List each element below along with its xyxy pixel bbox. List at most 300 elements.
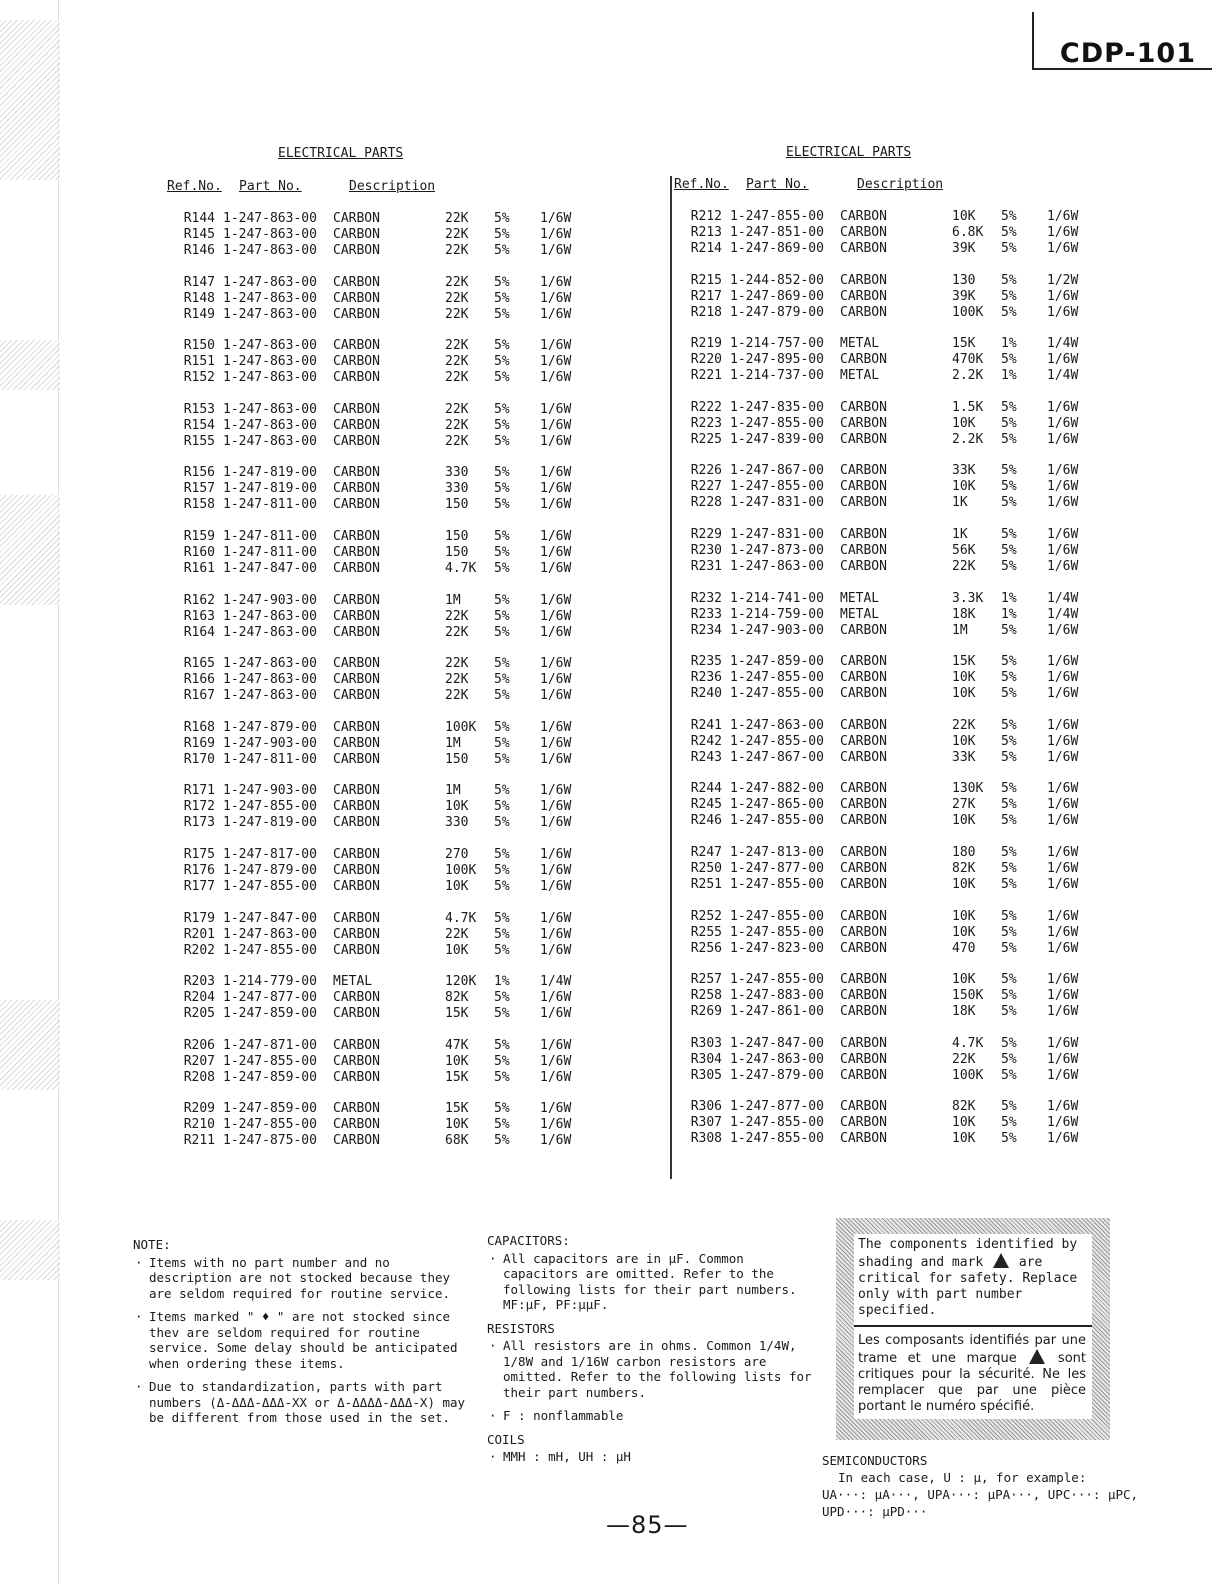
cell-part: 1-214-737-00 <box>730 368 824 384</box>
cell-tol: 5% <box>494 910 510 926</box>
cell-desc: CARBON <box>333 433 380 449</box>
table-row <box>674 718 1094 734</box>
cell-watt: 1/6W <box>1047 1115 1079 1131</box>
cell-desc: CARBON <box>840 781 887 797</box>
cell-watt: 1/6W <box>1047 670 1079 686</box>
cell-watt: 1/6W <box>540 688 572 704</box>
cell-part: 1-247-863-00 <box>223 608 317 624</box>
cell-watt: 1/6W <box>1047 543 1079 558</box>
cell-tol: 5% <box>494 497 510 513</box>
right-header-part: Part No. <box>746 177 809 192</box>
cell-part: 1-247-863-00 <box>223 370 317 386</box>
cell-ref: R241 <box>690 717 722 733</box>
cell-tol: 5% <box>1001 304 1017 320</box>
cell-desc: CARBON <box>333 910 380 926</box>
cell-tol: 5% <box>494 990 510 1006</box>
cell-val: 330 <box>445 815 469 831</box>
scan-speckle <box>0 495 60 605</box>
cell-watt: 1/4W <box>540 974 572 990</box>
cell-tol: 5% <box>494 624 510 640</box>
cell-ref: R303 <box>690 1035 722 1051</box>
cell-ref: R250 <box>690 861 722 876</box>
cell-watt: 1/6W <box>1047 972 1079 988</box>
coils-text: · MMH : mH, UH : μH <box>487 1449 817 1465</box>
table-row <box>167 656 587 672</box>
cell-desc: CARBON <box>333 274 380 290</box>
scan-speckle <box>0 20 60 180</box>
cell-part: 1-247-855-00 <box>730 733 824 749</box>
cell-val: 150 <box>445 545 469 560</box>
cell-part: 1-214-741-00 <box>730 590 824 606</box>
warning-triangle-icon <box>1029 1349 1045 1364</box>
cell-watt: 1/6W <box>540 863 572 878</box>
cell-watt: 1/6W <box>1047 781 1079 797</box>
table-row <box>674 861 1094 877</box>
table-row <box>167 1117 587 1133</box>
table-row <box>167 752 587 768</box>
cell-val: 150K <box>952 988 984 1004</box>
cell-watt: 1/6W <box>1047 749 1079 765</box>
cell-ref: R162 <box>183 592 215 608</box>
cell-val: 27K <box>952 797 976 813</box>
cell-part: 1-247-863-00 <box>730 559 824 574</box>
cell-ref: R234 <box>690 622 722 638</box>
cell-tol: 5% <box>494 211 510 226</box>
table-row <box>674 289 1094 305</box>
safety-english <box>854 1234 1092 1327</box>
cell-ref: R157 <box>183 481 215 497</box>
cell-part: 1-247-863-00 <box>223 624 317 640</box>
cell-tol: 1% <box>1001 590 1017 606</box>
cell-desc: CARBON <box>840 225 887 240</box>
cell-tol: 5% <box>494 481 510 497</box>
cell-val: 22K <box>445 211 469 226</box>
table-row <box>674 845 1094 861</box>
cell-watt: 1/6W <box>540 942 572 958</box>
table-row <box>674 797 1094 813</box>
cell-desc: CARBON <box>333 783 380 799</box>
table-row <box>167 879 587 895</box>
cell-part: 1-247-831-00 <box>730 495 824 511</box>
cell-tol: 5% <box>1001 479 1017 495</box>
cell-part: 1-247-863-00 <box>223 243 317 258</box>
cell-ref: R256 <box>690 940 722 956</box>
scan-speckle <box>0 1220 60 1280</box>
cell-watt: 1/6W <box>1047 733 1079 749</box>
left-header-part: Part No. <box>239 179 302 194</box>
cell-watt: 1/6W <box>1047 559 1079 574</box>
cell-watt: 1/6W <box>1047 877 1079 892</box>
table-row <box>674 686 1094 702</box>
cell-val: 330 <box>445 465 469 481</box>
cell-tol: 5% <box>494 465 510 481</box>
cell-desc: CARBON <box>840 463 887 479</box>
table-row <box>167 783 587 799</box>
cell-val: 1K <box>952 495 968 511</box>
cell-tol: 5% <box>494 401 510 417</box>
cell-val: 22K <box>445 926 469 942</box>
scan-speckle <box>0 340 60 390</box>
table-row <box>674 877 1094 893</box>
cell-part: 1-247-863-00 <box>223 656 317 672</box>
cell-ref: R145 <box>183 227 215 242</box>
cell-tol: 5% <box>1001 654 1017 670</box>
cell-desc: CARBON <box>840 622 887 638</box>
cell-part: 1-247-903-00 <box>223 783 317 799</box>
cell-desc: CARBON <box>840 543 887 558</box>
cell-ref: R305 <box>690 1067 722 1083</box>
safety-notice-box <box>836 1218 1110 1440</box>
cell-ref: R211 <box>183 1133 215 1149</box>
cell-watt: 1/6W <box>1047 940 1079 956</box>
cell-tol: 5% <box>1001 1051 1017 1067</box>
cell-ref: R151 <box>183 354 215 370</box>
resistors-flag: · F : nonflammable <box>487 1408 817 1424</box>
cell-desc: CARBON <box>840 479 887 495</box>
cell-ref: R171 <box>183 783 215 799</box>
cell-desc: CARBON <box>333 529 380 544</box>
cell-val: 4.7K <box>445 910 477 926</box>
cell-part: 1-247-863-00 <box>730 717 824 733</box>
cell-watt: 1/6W <box>1047 797 1079 813</box>
cell-part: 1-247-855-00 <box>223 799 317 815</box>
table-row <box>167 370 587 386</box>
cell-ref: R230 <box>690 543 722 558</box>
cell-val: 6.8K <box>952 225 984 240</box>
cell-val: 150 <box>445 529 469 544</box>
note-title: NOTE: <box>133 1237 171 1252</box>
cell-val: 22K <box>445 608 469 624</box>
cell-ref: R158 <box>183 497 215 513</box>
cell-desc: CARBON <box>333 1006 380 1022</box>
cell-val: 39K <box>952 288 976 304</box>
cell-desc: CARBON <box>333 401 380 417</box>
cell-part: 1-247-811-00 <box>223 529 317 544</box>
cell-desc: CARBON <box>840 1131 887 1147</box>
cell-tol: 5% <box>1001 1067 1017 1083</box>
cell-val: 15K <box>952 654 976 670</box>
cell-val: 270 <box>445 847 469 862</box>
cell-val: 22K <box>952 717 976 733</box>
cell-tol: 5% <box>494 688 510 704</box>
cell-part: 1-247-855-00 <box>730 924 824 940</box>
cell-val: 22K <box>445 290 469 306</box>
cell-desc: CARBON <box>333 1133 380 1149</box>
cell-val: 1M <box>445 735 461 751</box>
cell-val: 10K <box>952 877 976 892</box>
cell-watt: 1/6W <box>540 545 572 560</box>
cell-val: 10K <box>445 879 469 894</box>
cell-watt: 1/6W <box>540 370 572 386</box>
cell-tol: 5% <box>494 243 510 258</box>
table-row <box>674 1068 1094 1084</box>
cell-watt: 1/6W <box>540 926 572 942</box>
part-group <box>674 336 1094 384</box>
cell-part: 1-247-869-00 <box>730 288 824 304</box>
cell-val: 10K <box>952 670 976 686</box>
cell-part: 1-247-863-00 <box>223 211 317 226</box>
table-row <box>167 211 587 227</box>
cell-desc: CARBON <box>333 1117 380 1133</box>
table-row <box>674 909 1094 925</box>
table-row <box>674 527 1094 543</box>
part-group <box>674 463 1094 511</box>
cell-val: 15K <box>952 336 976 352</box>
cell-val: 120K <box>445 974 477 990</box>
coils-title: COILS <box>487 1431 525 1447</box>
cell-part: 1-247-855-00 <box>730 972 824 988</box>
table-row <box>167 1070 587 1086</box>
cell-ref: R245 <box>690 797 722 813</box>
cell-watt: 1/6W <box>540 497 572 513</box>
cell-watt: 1/6W <box>1047 495 1079 511</box>
cell-ref: R242 <box>690 733 722 749</box>
cell-desc: CARBON <box>840 813 887 829</box>
cell-part: 1-247-855-00 <box>730 686 824 702</box>
cell-part: 1-247-877-00 <box>223 990 317 1006</box>
cell-part: 1-247-903-00 <box>730 622 824 638</box>
cell-tol: 5% <box>1001 527 1017 542</box>
cell-part: 1-247-873-00 <box>730 543 824 558</box>
cell-ref: R244 <box>690 781 722 797</box>
cell-desc: CARBON <box>333 847 380 862</box>
cell-tol: 5% <box>1001 241 1017 256</box>
cell-val: 1M <box>952 622 968 638</box>
part-group <box>674 1099 1094 1147</box>
part-group <box>167 211 587 259</box>
cell-tol: 5% <box>1001 399 1017 415</box>
cell-watt: 1/6W <box>1047 479 1079 495</box>
cell-tol: 5% <box>1001 781 1017 797</box>
cell-watt: 1/6W <box>1047 241 1079 256</box>
cell-part: 1-247-851-00 <box>730 225 824 240</box>
cell-part: 1-247-855-00 <box>730 415 824 431</box>
cell-val: 470 <box>952 940 976 956</box>
cell-watt: 1/6W <box>540 1133 572 1149</box>
cell-tol: 5% <box>1001 1035 1017 1051</box>
cell-ref: R221 <box>690 368 722 384</box>
cell-ref: R153 <box>183 401 215 417</box>
table-row <box>674 400 1094 416</box>
cell-val: 82K <box>445 990 469 1006</box>
cell-tol: 5% <box>1001 797 1017 813</box>
cell-val: 4.7K <box>445 561 477 576</box>
cell-val: 330 <box>445 481 469 497</box>
cell-part: 1-247-847-00 <box>223 561 317 576</box>
cell-ref: R160 <box>183 545 215 560</box>
cell-ref: R240 <box>690 686 722 702</box>
cell-val: 150 <box>445 751 469 767</box>
cell-tol: 5% <box>494 354 510 370</box>
cell-watt: 1/6W <box>1047 1099 1079 1115</box>
cell-tol: 5% <box>1001 1131 1017 1147</box>
cell-val: 2.2K <box>952 368 984 384</box>
table-row <box>674 623 1094 639</box>
cell-part: 1-247-863-00 <box>223 401 317 417</box>
safety-notice-text <box>854 1234 1092 1419</box>
cell-desc: CARBON <box>840 972 887 988</box>
table-row <box>167 625 587 641</box>
cell-desc: CARBON <box>333 592 380 608</box>
semiconductors-line3: UPD···: μPD··· <box>822 1504 928 1519</box>
table-row <box>167 1006 587 1022</box>
cell-part: 1-247-819-00 <box>223 465 317 481</box>
table-row <box>167 593 587 609</box>
table-row <box>167 736 587 752</box>
table-row <box>674 432 1094 448</box>
cell-watt: 1/6W <box>540 1117 572 1133</box>
cell-part: 1-247-823-00 <box>730 940 824 956</box>
cell-ref: R225 <box>690 431 722 447</box>
cell-tol: 5% <box>494 815 510 831</box>
cell-desc: CARBON <box>333 624 380 640</box>
cell-watt: 1/6W <box>540 910 572 926</box>
cell-val: 22K <box>445 306 469 322</box>
cell-watt: 1/6W <box>540 354 572 370</box>
cell-part: 1-247-813-00 <box>730 845 824 860</box>
resistors-text: · All resistors are in ohms. Common 1/4W, 1/8W and 1/16W carbon resistors are omitted. Refer to the following lists for their part numbers. <box>487 1338 817 1400</box>
cell-watt: 1/6W <box>1047 1035 1079 1051</box>
table-row <box>674 1052 1094 1068</box>
cell-tol: 5% <box>494 783 510 799</box>
part-group <box>674 781 1094 829</box>
cell-part: 1-247-855-00 <box>730 479 824 495</box>
cell-ref: R243 <box>690 749 722 765</box>
cell-tol: 5% <box>1001 940 1017 956</box>
scan-speckle <box>0 1000 60 1090</box>
cell-watt: 1/6W <box>540 401 572 417</box>
cell-part: 1-247-863-00 <box>223 688 317 704</box>
cell-tol: 5% <box>1001 861 1017 876</box>
table-row <box>167 291 587 307</box>
cell-tol: 5% <box>494 926 510 942</box>
cell-watt: 1/6W <box>1047 1067 1079 1083</box>
table-row <box>167 720 587 736</box>
table-row <box>167 227 587 243</box>
cell-part: 1-247-863-00 <box>223 672 317 688</box>
cell-ref: R202 <box>183 942 215 958</box>
left-section-title: ELECTRICAL PARTS <box>278 146 404 161</box>
cell-watt: 1/6W <box>540 735 572 751</box>
cell-ref: R163 <box>183 608 215 624</box>
cell-tol: 5% <box>1001 463 1017 479</box>
cell-watt: 1/6W <box>1047 861 1079 876</box>
cell-part: 1-247-847-00 <box>730 1035 824 1051</box>
cell-part: 1-247-861-00 <box>730 1004 824 1020</box>
cell-watt: 1/6W <box>540 815 572 831</box>
cell-desc: CARBON <box>333 942 380 958</box>
cell-tol: 5% <box>1001 845 1017 860</box>
cell-desc: CARBON <box>840 749 887 765</box>
cell-tol: 5% <box>494 656 510 672</box>
semiconductors-line2: UA···: μA···, UPA···: μPA···, UPC···: μPC, <box>822 1487 1139 1502</box>
cell-val: 56K <box>952 543 976 558</box>
note-item: · Items marked " ♦ " are not stocked since thev are seldom required for routine service. Some delay should be anticipated when ordering these items. <box>133 1309 473 1371</box>
part-group <box>167 911 587 959</box>
cell-desc: CARBON <box>333 863 380 878</box>
cell-part: 1-247-863-00 <box>223 290 317 306</box>
cell-val: 4.7K <box>952 1035 984 1051</box>
cell-watt: 1/6W <box>540 783 572 799</box>
cell-part: 1-247-855-00 <box>730 670 824 686</box>
table-row <box>674 209 1094 225</box>
cell-tol: 5% <box>494 561 510 576</box>
table-row <box>674 670 1094 686</box>
cell-watt: 1/6W <box>1047 225 1079 240</box>
right-section-title: ELECTRICAL PARTS <box>786 145 912 160</box>
cell-ref: R177 <box>183 879 215 894</box>
cell-tol: 1% <box>494 974 510 990</box>
cell-ref: R232 <box>690 590 722 606</box>
cell-val: 1M <box>445 592 461 608</box>
cell-tol: 5% <box>1001 352 1017 368</box>
cell-desc: CARBON <box>840 495 887 511</box>
cell-watt: 1/6W <box>1047 304 1079 320</box>
cell-desc: CARBON <box>333 735 380 751</box>
cell-part: 1-247-867-00 <box>730 749 824 765</box>
cell-part: 1-247-863-00 <box>223 354 317 370</box>
cell-desc: CARBON <box>840 717 887 733</box>
cell-tol: 5% <box>494 719 510 735</box>
table-row <box>167 418 587 434</box>
cell-part: 1-247-875-00 <box>223 1133 317 1149</box>
cell-watt: 1/6W <box>540 799 572 815</box>
table-row <box>167 927 587 943</box>
cell-watt: 1/6W <box>1047 209 1079 224</box>
cell-part: 1-247-877-00 <box>730 1099 824 1115</box>
table-row <box>167 911 587 927</box>
cell-desc: METAL <box>840 336 880 352</box>
part-group <box>167 275 587 323</box>
cell-part: 1-247-839-00 <box>730 431 824 447</box>
cell-ref: R152 <box>183 370 215 386</box>
cell-watt: 1/6W <box>1047 988 1079 1004</box>
table-row <box>167 990 587 1006</box>
cell-part: 1-247-903-00 <box>223 592 317 608</box>
cell-watt: 1/6W <box>1047 717 1079 733</box>
cell-tol: 5% <box>1001 877 1017 892</box>
cell-ref: R203 <box>183 974 215 990</box>
part-group <box>674 591 1094 639</box>
safety-fr-part1: Les composants identifiés par une trame et une marque <box>858 1333 1086 1366</box>
table-row <box>167 1101 587 1117</box>
cell-watt: 1/6W <box>1047 431 1079 447</box>
cell-ref: R220 <box>690 352 722 368</box>
semiconductors-section <box>822 1452 1138 1520</box>
part-group <box>167 402 587 450</box>
cell-tol: 5% <box>494 1053 510 1069</box>
cell-tol: 5% <box>494 529 510 544</box>
cell-desc: CARBON <box>840 288 887 304</box>
cell-tol: 5% <box>494 370 510 386</box>
safety-french <box>854 1327 1092 1419</box>
cell-watt: 1/6W <box>540 1069 572 1085</box>
cell-tol: 5% <box>1001 670 1017 686</box>
cell-val: 22K <box>445 370 469 386</box>
cell-ref: R252 <box>690 908 722 924</box>
cell-val: 22K <box>445 624 469 640</box>
cell-part: 1-247-859-00 <box>223 1101 317 1117</box>
cell-ref: R146 <box>183 243 215 258</box>
cell-part: 1-247-903-00 <box>223 735 317 751</box>
cell-val: 100K <box>445 719 477 735</box>
table-row <box>674 1099 1094 1115</box>
cell-ref: R148 <box>183 290 215 306</box>
cell-part: 1-247-855-00 <box>730 1115 824 1131</box>
cell-desc: CARBON <box>333 926 380 942</box>
cell-watt: 1/6W <box>540 879 572 894</box>
cell-desc: CARBON <box>333 338 380 354</box>
